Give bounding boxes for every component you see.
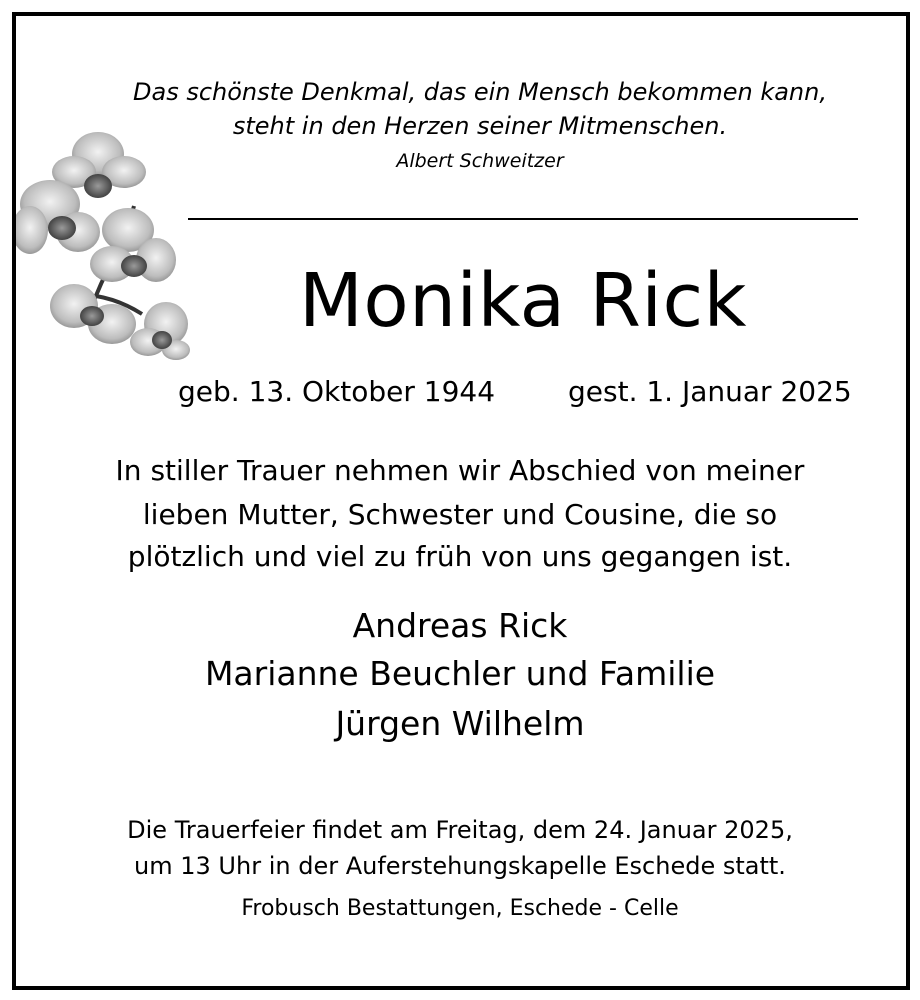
quote-line-2: steht in den Herzen seiner Mitmenschen.	[232, 112, 728, 140]
birth-date: geb. 13. Oktober 1944	[178, 375, 496, 408]
mourner-name: Marianne Beuchler und Familie	[204, 654, 716, 693]
death-date: gest. 1. Januar 2025	[568, 375, 852, 408]
deceased-name: Monika Rick	[298, 258, 748, 344]
mourner-name: Jürgen Wilhelm	[335, 704, 585, 743]
message-line-2: lieben Mutter, Schwester und Cousine, die so	[142, 498, 778, 531]
quote-line-1: Das schönste Denkmal, das ein Mensch bekommen kann,	[133, 78, 827, 106]
funeral-home: Frobusch Bestattungen, Eschede - Celle	[241, 896, 679, 921]
divider-line	[188, 218, 858, 220]
service-info-line-2: um 13 Uhr in der Auferstehungskapelle Eschede statt.	[134, 852, 786, 880]
mourner-name: Andreas Rick	[352, 606, 568, 645]
message-line-3: plötzlich und viel zu früh von uns gegangen ist.	[127, 540, 793, 573]
quote-author: Albert Schweitzer	[396, 150, 564, 172]
message-line-1: In stiller Trauer nehmen wir Abschied von meiner	[115, 454, 805, 487]
service-info-line-1: Die Trauerfeier findet am Freitag, dem 24. Januar 2025,	[127, 816, 793, 844]
